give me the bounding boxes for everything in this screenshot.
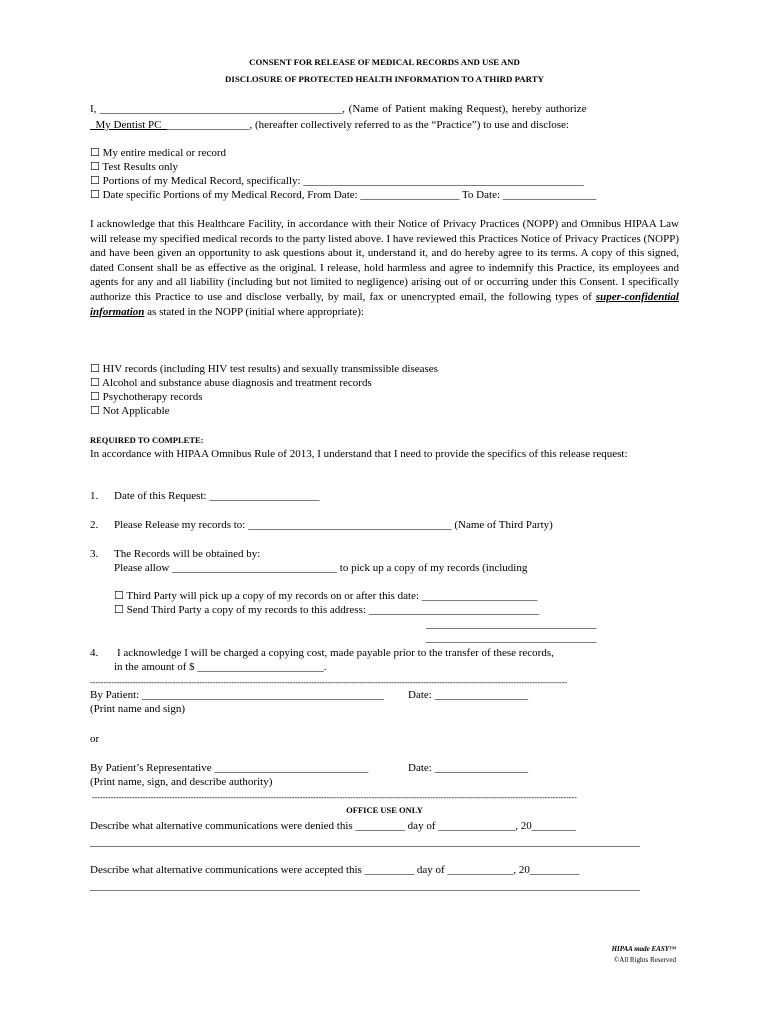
item4-number: 4. [90,647,99,659]
item3-option-send[interactable]: ☐ Send Third Party a copy of my records to this address: _______________________________ [114,604,540,616]
item3-address-line2[interactable]: _______________________________ [426,618,597,630]
office-use-heading: OFFICE USE ONLY [346,805,423,815]
option-not-applicable[interactable]: ☐ Not Applicable [90,405,170,417]
item3-heading: The Records will be obtained by: [114,548,261,560]
office-accepted-line[interactable]: Describe what alternative communications were accepted this _________ day of ____________, 20_________ [90,864,580,876]
item3-address-line3[interactable]: _______________________________ [426,632,597,644]
patient-date-field[interactable]: Date: _________________ [408,689,529,701]
option-entire-record[interactable]: ☐ My entire medical or record [90,147,227,159]
office-separator: -------------------------------------------------------------------------------------------------------------------------------------------------------------------------------------- [92,793,577,802]
item2-release-to[interactable]: Please Release my records to: _____________________________________ (Name of Third Party) [114,519,553,531]
patient-signature-field[interactable]: By Patient: ____________________________________________ [90,689,384,701]
footer-brand: HIPAA made EASY™ [611,945,676,953]
option-portions[interactable]: ☐ Portions of my Medical Record, specifically: ___________________________________________________ [90,175,584,187]
item2-number: 2. [90,519,99,531]
item3-option-pickup[interactable]: ☐ Third Party will pick up a copy of my records on or after this date: _____________________ [114,590,538,602]
ack-part1: I acknowledge that this Healthcare Facility, in accordance with their Notice of Privacy Practices (NOPP) and Omnibus HIPAA Law will release my specified medical records to the party listed above. I have reviewed this Practices Notice of Privacy Practices (NOPP) and have been given an opportunity to ask questions about it, understand it, and do hereby agree to its terms. A copy of this signed, dated Consent shall be as effective as the original. I release, hold harmless and agree to indemnify this Practice, its employees and agents for any and all liability (including but not limited to negligence) arising out of or occurring under this Consent. I specifically authorize this Practice to use and disclose verbally, by mail, fax or unencrypted email, the following types of [90,218,679,303]
separator-line: ----------------------------------------------------------------------------------------------------------------------------------------------------------------------------------- [90,678,567,687]
option-hiv-records[interactable]: ☐ HIV records (including HIV test results) and sexually transmissible diseases [90,363,438,375]
document-title-line1: CONSENT FOR RELEASE OF MEDICAL RECORDS AND USE AND [249,57,520,67]
office-denied-line[interactable]: Describe what alternative communications were denied this _________ day of ______________, 20________ [90,820,576,832]
item4-copying-cost: I acknowledge I will be charged a copying cost, made payable prior to the transfer of these records, [117,647,554,659]
office-accepted-blank[interactable]: ____________________________________________________________________________________________________ [90,880,640,892]
item3-please-allow[interactable]: Please allow ______________________________ to pick up a copy of my records (including [114,562,528,574]
item1-request-date[interactable]: Date of this Request: ____________________ [114,490,320,502]
practice-name: _My Dentist PC_ [90,119,168,131]
option-date-specific[interactable]: ☐ Date specific Portions of my Medical Record, From Date: __________________ To Date: _________________ [90,189,597,201]
ack-part2: as stated in the NOPP (initial where appropriate): [144,305,364,318]
option-psychotherapy[interactable]: ☐ Psychotherapy records [90,391,203,403]
intro-line2 [90,119,569,132]
item4-amount[interactable]: in the amount of $ _______________________. [114,661,327,673]
option-test-results[interactable]: ☐ Test Results only [90,161,179,173]
intro-line1: I, ____________________________________________, (Name of Patient making Request), hereby authorize [90,103,587,115]
item3-number: 3. [90,548,99,560]
super-confidential-emphasis: super-confidential information [90,290,679,318]
acknowledgement-paragraph [90,217,679,319]
option-substance-abuse[interactable]: ☐ Alcohol and substance abuse diagnosis and treatment records [90,377,372,389]
required-text: In accordance with HIPAA Omnibus Rule of 2013, I understand that I need to provide the specifics of this release request: [90,448,628,460]
intro-line2-rest: _______________, (hereafter collectively referred to as the “Practice”) to use and disclose: [167,119,569,131]
representative-date-field[interactable]: Date: _________________ [408,762,529,774]
office-denied-blank[interactable]: ____________________________________________________________________________________________________ [90,836,640,848]
or-label: or [90,733,100,745]
representative-signature-field[interactable]: By Patient’s Representative ____________________________ [90,762,369,774]
required-heading: REQUIRED TO COMPLETE: [90,435,204,445]
item1-number: 1. [90,490,99,502]
representative-note: (Print name, sign, and describe authority) [90,776,273,788]
footer-rights: ©All Rights Reserved [613,956,676,964]
patient-signature-note: (Print name and sign) [90,703,186,715]
document-title-line2: DISCLOSURE OF PROTECTED HEALTH INFORMATION TO A THIRD PARTY [225,74,544,84]
